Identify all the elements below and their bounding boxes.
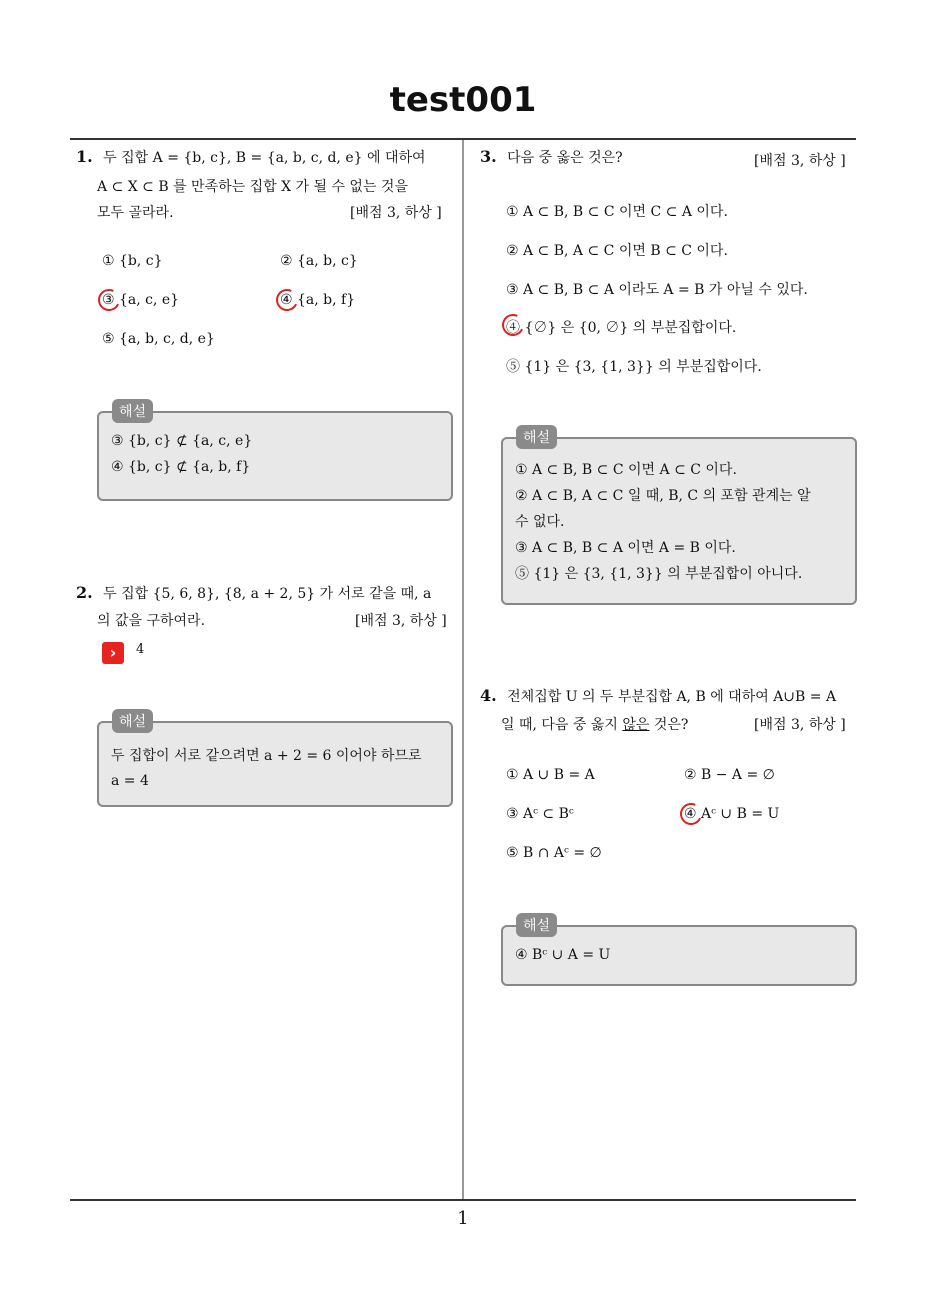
option-3[interactable]: ③ A ⊂ B, B ⊂ A 이라도 A = B 가 아닐 수 있다.	[506, 282, 808, 298]
question-text-line: 두 집합 A = {b, c}, B = {a, b, c, d, e} 에 대하여	[103, 150, 426, 166]
score-label: [배점 3, 하상 ]	[754, 153, 846, 169]
solution-line: ① A ⊂ B, B ⊂ C 이면 A ⊂ C 이다.	[515, 462, 737, 478]
option-4[interactable]: ④ {a, b, f}	[280, 292, 356, 308]
solution-box	[97, 411, 453, 501]
question-number: 3.	[480, 147, 497, 166]
option-4[interactable]: ④ Aᶜ ∪ B = U	[684, 806, 780, 822]
solution-line: ③ A ⊂ B, B ⊂ A 이면 A = B 이다.	[515, 540, 736, 556]
solution-box	[97, 721, 453, 807]
solution-line: ③ {b, c} ⊄ {a, c, e}	[111, 433, 253, 449]
question-text-line: 모두 골라라.	[97, 205, 174, 221]
solution-line: ④ Bᶜ ∪ A = U	[515, 947, 611, 963]
question-text-line: 의 값을 구하여라.	[97, 613, 206, 629]
score-label: [배점 3, 하상 ]	[350, 205, 442, 221]
option-5[interactable]: ⑤ B ∩ Aᶜ = ∅	[506, 845, 602, 861]
solution-box	[501, 437, 857, 605]
solution-badge: 해설	[112, 399, 153, 423]
option-4[interactable]: ④ {∅} 은 {0, ∅} 의 부분집합이다.	[506, 320, 737, 336]
score-label: [배점 3, 하상 ]	[355, 613, 447, 629]
question-text-line: 다음 중 옳은 것은?	[507, 150, 623, 166]
solution-badge: 해설	[112, 709, 153, 733]
solution-line: ② A ⊂ B, A ⊂ C 일 때, B, C 의 포함 관계는 알	[515, 488, 811, 504]
question-text-line: A ⊂ X ⊂ B 를 만족하는 집합 X 가 될 수 없는 것을	[97, 179, 408, 195]
underlined-word: 않은	[622, 717, 650, 733]
solution-line: ⑤ {1} 은 {3, {1, 3}} 의 부분집합이 아니다.	[515, 566, 803, 582]
option-1[interactable]: ① A ⊂ B, B ⊂ C 이면 C ⊂ A 이다.	[506, 204, 728, 220]
solution-line: a = 4	[111, 773, 149, 789]
option-2[interactable]: ② A ⊂ B, A ⊂ C 이면 B ⊂ C 이다.	[506, 243, 728, 259]
answer-arrow-icon: ›	[102, 642, 124, 664]
option-1[interactable]: ① A ∪ B = A	[506, 767, 595, 783]
option-2[interactable]: ② {a, b, c}	[280, 253, 358, 269]
answer-value: 4	[136, 642, 145, 657]
solution-badge: 해설	[516, 425, 557, 449]
solution-line: ④ {b, c} ⊄ {a, b, f}	[111, 459, 251, 475]
question-number: 1.	[76, 147, 93, 166]
solution-line: 두 집합이 서로 같으려면 a + 2 = 6 이어야 하므로	[111, 748, 422, 764]
question-text-line: 것은?	[649, 717, 689, 733]
question-number: 2.	[76, 583, 93, 602]
option-3[interactable]: ③ {a, c, e}	[102, 292, 180, 308]
score-label: [배점 3, 하상 ]	[754, 717, 846, 733]
page-number: 1	[457, 1208, 469, 1229]
option-5[interactable]: ⑤ {a, b, c, d, e}	[102, 331, 215, 347]
solution-badge: 해설	[516, 913, 557, 937]
page-title: test001	[389, 80, 537, 120]
option-1[interactable]: ① {b, c}	[102, 253, 163, 269]
bottom-rule	[70, 1199, 856, 1201]
option-5[interactable]: ⑤ {1} 은 {3, {1, 3}} 의 부분집합이다.	[506, 359, 762, 375]
option-2[interactable]: ② B − A = ∅	[684, 767, 775, 783]
column-divider	[462, 140, 464, 1200]
option-3[interactable]: ③ Aᶜ ⊂ Bᶜ	[506, 806, 574, 822]
question-text-line: 일 때, 다음 중 옳지	[501, 717, 623, 733]
question-text-line: 두 집합 {5, 6, 8}, {8, a + 2, 5} 가 서로 같을 때, a	[103, 586, 432, 602]
question-number: 4.	[480, 686, 497, 705]
question-text-line: 전체집합 U 의 두 부분집합 A, B 에 대하여 A∪B = A	[507, 689, 837, 705]
solution-line: 수 없다.	[515, 514, 565, 530]
